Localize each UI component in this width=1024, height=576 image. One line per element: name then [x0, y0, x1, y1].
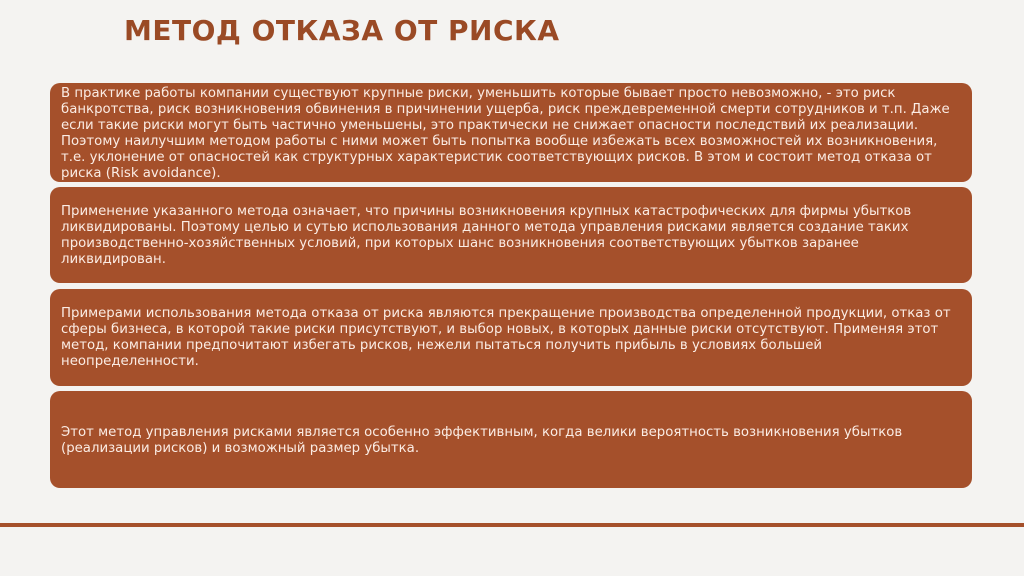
- text-block-1: В практике работы компании существуют крупные риски, уменьшить которые бывает просто невозможно, - это риск банкротства, риск возникновения обвинения в причинении ущерба, риск преждевременной смерти сотрудников и т.п. Даже если такие риски могут быть частично уменьшены, это практически не снижает опасности последствий их реализации. Поэтому наилучшим методом работы с ними может быть попытка вообще избежать всех возможностей их возникновения, т.е. уклонение от опасностей как структурных характеристик соответствующих рисков. В этом и состоит метод отказа от риска (Risk avoidance).: [50, 83, 972, 182]
- text-block-2: Применение указанного метода означает, что причины возникновения крупных катастрофических для фирмы убытков ликвидированы. Поэтому целью и сутью использования данного метода управления рисками является создание таких производственно-хозяйственных условий, при которых шанс возникновения соответствующих убытков заранее ликвидирован.: [50, 187, 972, 283]
- text-block-3: Примерами использования метода отказа от риска являются прекращение производства определенной продукции, отказ от сферы бизнеса, в которой такие риски присутствуют, и выбор новых, в которых данные риски отсутствуют. Применяя этот метод, компании предпочитают избегать рисков, нежели пытаться получить прибыль в условиях большей неопределенности.: [50, 289, 972, 386]
- slide-title: МЕТОД ОТКАЗА ОТ РИСКА: [124, 14, 560, 47]
- bottom-divider: [0, 523, 1024, 527]
- text-block-4: Этот метод управления рисками является особенно эффективным, когда велики вероятность возникновения убытков (реализации рисков) и возможный размер убытка.: [50, 391, 972, 488]
